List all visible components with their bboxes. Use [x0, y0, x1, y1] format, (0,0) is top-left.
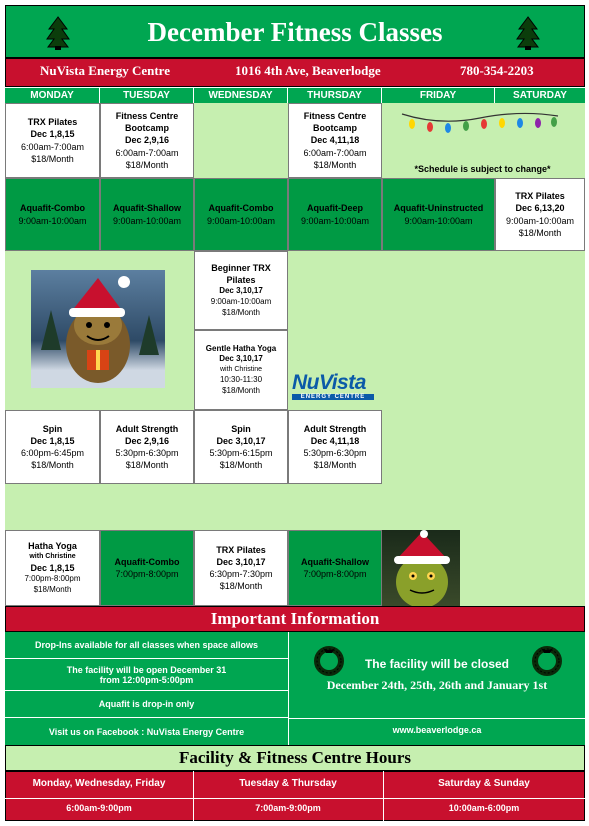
- class-text: 6:00pm-6:45pm: [20, 448, 85, 458]
- class-card: [288, 410, 382, 484]
- info-closed-line1: The facility will be closed: [364, 657, 510, 671]
- class-text: 9:00am-10:00am: [404, 215, 473, 226]
- class-text: Dec 1,8,15: [30, 435, 75, 446]
- day-header-wednesday: WEDNESDAY: [194, 88, 288, 103]
- info-divider: [289, 718, 585, 719]
- info-closed-line2: December 24th, 25th, 26th and January 1st: [326, 678, 548, 692]
- class-text: 9:00am-10:00am: [300, 215, 370, 226]
- info-open-dec31: The facility will be open December 31 from 12:00pm-5:00pm: [5, 659, 288, 691]
- class-text: 6:30pm-7:30pm: [209, 569, 273, 579]
- hours-time-0: 6:00am-9:00pm: [66, 803, 132, 813]
- hours-heading: Facility & Fitness Centre Hours: [5, 745, 585, 771]
- class-card: [5, 178, 100, 251]
- class-text: Aquafit-Combo: [114, 556, 180, 567]
- important-heading: Important Information: [5, 606, 585, 632]
- class-text: with Christine: [219, 366, 262, 374]
- class-text: 5:30pm-6:30pm: [303, 448, 367, 458]
- class-text: Aquafit-Deep: [307, 203, 363, 214]
- class-text: $18/Month: [313, 159, 357, 170]
- hours-time-2: 10:00am-6:00pm: [448, 803, 520, 813]
- day-header-tuesday: TUESDAY: [100, 88, 194, 103]
- class-text: Fitness Centre Bootcamp: [115, 111, 179, 134]
- logo-brand: NuVista: [292, 371, 366, 394]
- tree-icon: [45, 15, 71, 51]
- class-text: Beginner TRX Pilates: [211, 263, 271, 286]
- class-text: 9:00am-10:00am: [206, 215, 276, 226]
- day-header-monday: MONDAY: [5, 88, 100, 103]
- venue-address: 1016 4th Ave, Beaverlodge: [235, 63, 381, 78]
- class-text: Dec 4,11,18: [310, 435, 360, 446]
- class-text: 6:00am-7:00am: [20, 141, 85, 152]
- class-text: 9:00am-10:00am: [18, 215, 87, 226]
- day-header-friday: FRIDAY: [382, 88, 495, 103]
- class-card: [288, 530, 382, 606]
- class-text: TRX Pilates: [515, 191, 565, 202]
- class-card: [194, 330, 288, 410]
- class-card: [194, 178, 288, 251]
- class-text: $18/Month: [31, 460, 74, 471]
- class-text: Dec 1,8,15: [30, 562, 75, 573]
- class-text: 6:00am-7:00am: [303, 147, 367, 158]
- class-text: Spin: [42, 423, 63, 434]
- class-card: [194, 410, 288, 484]
- grinch-image: [31, 270, 165, 388]
- class-text: 7:00pm-8:00pm: [115, 569, 179, 579]
- class-card: [288, 178, 382, 251]
- class-card: [194, 530, 288, 606]
- class-text: Gentle Hatha Yoga: [205, 343, 277, 353]
- class-text: Dec 2,9,16: [124, 135, 170, 146]
- logo-sub: ENERGY CENTRE: [292, 394, 374, 400]
- day-header-thursday: THURSDAY: [288, 88, 382, 103]
- christmas-lights-icon: [400, 108, 560, 136]
- class-card: [100, 103, 194, 178]
- venue-phone: 780-354-2203: [460, 63, 534, 78]
- hours-days-2: Saturday & Sunday: [438, 778, 530, 789]
- page-title: December Fitness Classes: [147, 17, 443, 47]
- class-text: 6:00am-7:00am: [115, 147, 179, 158]
- class-text: 5:30pm-6:15pm: [209, 448, 273, 458]
- website-link[interactable]: www.beaverlodge.ca: [392, 725, 482, 735]
- class-text: Adult Strength: [303, 423, 367, 434]
- hours-divider: [5, 798, 585, 799]
- class-card: [100, 530, 194, 606]
- grinch-image: [382, 530, 460, 606]
- class-text: Spin: [231, 423, 251, 434]
- class-text: Dec 3,10,17: [216, 435, 266, 446]
- day-header-saturday: SATURDAY: [513, 90, 567, 101]
- class-text: $18/Month: [125, 159, 169, 170]
- class-card: [5, 103, 100, 178]
- class-text: 9:00am-10:00am: [505, 215, 575, 226]
- tree-icon: [515, 15, 541, 51]
- class-card: [100, 178, 194, 251]
- info-dropins: Drop-Ins available for all classes when space allows: [5, 632, 288, 659]
- class-text: TRX Pilates: [27, 117, 78, 128]
- nuvista-logo: [292, 372, 376, 406]
- class-text: Dec 4,11,18: [310, 135, 360, 146]
- class-text: Dec 2,9,16: [124, 435, 170, 446]
- class-card: [382, 178, 495, 251]
- class-card: [194, 251, 288, 330]
- schedule-notice: *Schedule is subject to change*: [414, 164, 551, 174]
- class-text: Fitness Centre Bootcamp: [303, 111, 367, 134]
- class-text: Dec 3,10,17: [219, 354, 263, 364]
- class-text: $18/Month: [313, 460, 357, 471]
- class-text: Aquafit-Combo: [20, 203, 85, 214]
- class-text: 5:30pm-6:30pm: [115, 448, 179, 458]
- info-aquafit: Aquafit is drop-in only: [5, 691, 288, 718]
- hours-days-1: Tuesday & Thursday: [239, 778, 337, 789]
- info-facebook: Visit us on Facebook : NuVista Energy Centre: [48, 726, 245, 737]
- class-text: Dec 3,10,17: [219, 286, 263, 296]
- class-text: TRX Pilates: [216, 544, 266, 555]
- class-card: [100, 410, 194, 484]
- hours-days-0: Monday, Wednesday, Friday: [32, 778, 166, 789]
- class-text: Dec 3,10,17: [216, 556, 266, 567]
- class-text: $18/Month: [222, 308, 260, 318]
- class-text: $18/Month: [31, 153, 74, 164]
- class-text: $18/Month: [219, 581, 263, 592]
- hours-time-1: 7:00am-9:00pm: [255, 803, 321, 813]
- class-text: 7:00pm-8:00pm: [303, 569, 367, 579]
- class-card: [5, 410, 100, 484]
- class-text: Hatha Yoga: [28, 541, 77, 552]
- class-text: Dec 1,8,15: [30, 129, 75, 140]
- class-text: Aquafit-Shallow: [301, 556, 369, 567]
- class-text: with Christine: [29, 553, 76, 561]
- class-text: Aquafit-Combo: [208, 203, 274, 214]
- class-text: Aquafit-Uninstructed: [393, 203, 484, 214]
- class-text: $18/Month: [219, 460, 263, 471]
- class-text: 7:00pm-8:00pm: [24, 574, 81, 584]
- class-text: Dec 6,13,20: [515, 203, 565, 214]
- class-text: $18/Month: [222, 385, 260, 395]
- class-text: Aquafit-Shallow: [113, 203, 181, 214]
- class-card: [288, 103, 382, 178]
- venue-name: NuVista Energy Centre: [40, 63, 170, 78]
- class-text: 9:00am-10:00am: [112, 215, 182, 226]
- class-text: Adult Strength: [115, 423, 179, 434]
- class-card: [5, 530, 100, 606]
- class-card: [495, 178, 585, 251]
- class-text: 10:30-11:30: [219, 374, 263, 384]
- class-text: 9:00am-10:00am: [210, 297, 272, 307]
- class-text: $18/Month: [518, 227, 562, 238]
- class-text: $18/Month: [125, 460, 169, 471]
- class-text: $18/Month: [33, 584, 72, 594]
